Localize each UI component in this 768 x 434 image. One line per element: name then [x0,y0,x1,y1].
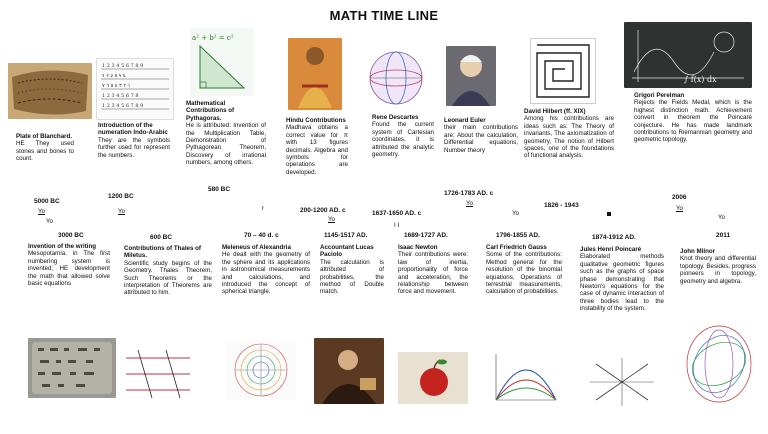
entry-date: 2006 [672,194,687,201]
entry-body: He dealt with the geometry of the sphere and its applications in astronomical measurements and calculations, and introduced the concept of spherical triangle. [222,251,310,296]
entry-thales [124,245,212,297]
bone-plate-image [8,63,92,119]
entry-heading: Introduction of the numeration Indo-Arabic [98,122,168,137]
entry-date: 2011 [716,232,731,239]
yo-link[interactable]: Yo [328,216,335,223]
entry-date: 580 BC [208,186,231,193]
entry-heading: Isaac Newton [398,244,438,251]
bullet-mark [607,212,611,216]
entry-body: Among his contributions are ideas such as: The Theory of invariants, The axiomatization of geometry, The notion of Hilbert spaces, one of the foundations of functional analysis. [524,115,614,160]
entry-body: He is attributed: Invention of the Multiplication Table, Demonstration of Pythagorean Theorem, Discovery of irrational numbers, among others. [186,122,266,167]
pythagoras-formula: a² + b² = c² [192,34,234,42]
entry-date: 1826 - 1943 [544,202,579,209]
entry-body: Madhava obtains a correct value for π with 13 figures decimals. Algebra and symbols for operations are developed. [286,124,348,176]
entry-hindu [286,117,348,176]
paciolo-portrait-image [314,338,384,404]
entry-body: Scientific study begins of the Geometry. Thales Theorem, Such Theorems or the interpretation of Theorems are attributed to him. [124,259,212,297]
entry-date: 1145-1517 AD. [324,232,368,239]
yo-text: Yo [718,214,725,221]
entry-date: 3000 BC [58,232,84,239]
yo-link[interactable]: Yo [466,200,473,207]
phase-graph-image [586,356,658,408]
clay-tablet-image [28,338,116,398]
entry-date: 200-1200 AD. c [300,207,346,214]
numerals-table-image [96,58,174,120]
entry-body: Found the current system of Cartesian coordinates, it is attributed the analytic geometry. [372,121,434,159]
entry-milnor [680,248,756,285]
entry-date: 70 – 40 d. c [244,232,279,239]
entry-heading: Accountant Lucas Paciolo [320,244,374,259]
entry-mesopotamia [28,243,110,287]
yo-text: Yo [46,218,53,225]
entry-date: 5000 BC [34,198,60,205]
entry-heading: Plate of Blanchard. [16,133,73,140]
maze-diagram-image [530,38,596,104]
entry-perelman [634,92,752,144]
entry-blanchard [16,133,74,163]
entry-heading: Invention of the writing [28,243,97,250]
apple-image [398,352,468,404]
entry-heading: Contributions of Thales of Miletus. [124,245,201,260]
entry-date: 1874-1912 AD. [592,234,636,241]
entry-date: 600 BC [150,234,173,241]
entry-heading: Mathematical Contributions of Pythagoras. [186,100,235,122]
entry-heading: John Milnor [680,248,716,255]
entry-heading: Meleneus of Alexandria [222,244,291,251]
triangle-diagram-image [190,28,254,96]
entry-menelaus [222,244,310,296]
yo-link[interactable]: Yo [38,208,45,215]
entry-heading: David Hilbert (ff. XIX) [524,108,586,115]
entry-date: 1637-1650 AD. c [372,210,422,217]
entry-date: 1200 BC [108,193,134,200]
page-title: MATH TIME LINE [329,8,439,23]
entry-date: 1796-1855 AD. [496,232,540,239]
entry-heading: Leonard Euler [444,117,486,124]
entry-body: Elaborated methods qualitative geometric figures such as the graphs of space phase demonstrating that Newton's equations for the case of dynamic interaction of three bodies lead to the instability of the system. [580,253,664,313]
entry-gauss [486,244,562,296]
entry-heading: Hindu Contributions [286,117,346,124]
entry-body: The calculation is attributed of probabilities, the method of Double match. [320,258,384,296]
euler-portrait-image [446,46,496,106]
entry-body: Knot theory and differential topology. Besides, progress pioneers in topology, geometry and algebra. [680,255,756,285]
entry-newton [398,244,468,296]
mark-text: r [262,205,265,212]
entry-body: their main contributions are: About the calculation, Differential equations, Number theory [444,124,518,154]
entry-date: 1689-1727 AD. [404,232,448,239]
parallel-lines-image [122,346,194,402]
hindu-figure-image [288,38,342,110]
entry-indo-arabic [98,122,170,159]
perelman-formula: ∫ f(x) dx [684,75,717,84]
entry-hilbert [524,108,614,160]
entry-poincare [580,246,664,313]
svg-text:1 2 3 4 5 6 7 8: 1 2 3 4 5 6 7 8 [102,93,139,99]
entry-body: Their contributions were: law of inertia, proportionality of force and acceleration, the relationship between force and movement. [398,251,468,296]
yo-link[interactable]: Yo [118,208,125,215]
mark-text: I I [394,222,400,229]
svg-text:१ २ ३ ४ ५ ६: १ २ ३ ४ ५ ६ [102,73,126,79]
sphere-diagram-image [364,44,428,108]
svg-text:1 2 3 4 5 6 7 8 9: 1 2 3 4 5 6 7 8 9 [102,103,144,109]
yo-link[interactable]: Yo [676,205,683,212]
entry-heading: Grigori Perelman [634,92,685,99]
svg-text:1 2 3 4 5 6 7 8 9: 1 2 3 4 5 6 7 8 9 [102,63,144,69]
curve-graph-image [490,350,560,406]
entry-heading: Carl Friedrich Gauss [486,244,547,251]
entry-pacioli [320,244,384,296]
svg-text:١ ٢ ٣ ٤ ٥ ٦ ٧: ١ ٢ ٣ ٤ ٥ ٦ ٧ [102,83,131,89]
entry-date: 1726-1783 AD. c [444,190,494,197]
spiral-pattern-image [226,340,296,400]
entry-descartes [372,114,434,158]
entry-body: Some of the contributions: Method general for the resolution of the binomial equations, Operations of terrestrial measurements, calculation of probabilities. [486,251,562,296]
entry-heading: Rene Descartes [372,114,419,121]
entry-body: HE They used stones and bones to count. [16,140,74,163]
entry-body: Mesopotamia. in The first numbering system is invented; HE development the math that allowed solve basic equations [28,250,110,288]
knot-lines-image [682,320,756,408]
entry-euler [444,117,518,154]
entry-heading: Jules Henri Poincaré [580,246,642,253]
entry-body: They are the symbols further used for represent the numbers. [98,136,170,159]
yo-text: Yo [512,210,519,217]
entry-body: Rejects the Fields Medal, which is the highest distinction math. Achievement convert in theorem the Poincaré conjecture. He has made landmark contributions to Riemannian geometry and geometric topology. [634,99,752,144]
chalkboard-image [624,22,752,88]
entry-pythagoras [186,100,266,167]
